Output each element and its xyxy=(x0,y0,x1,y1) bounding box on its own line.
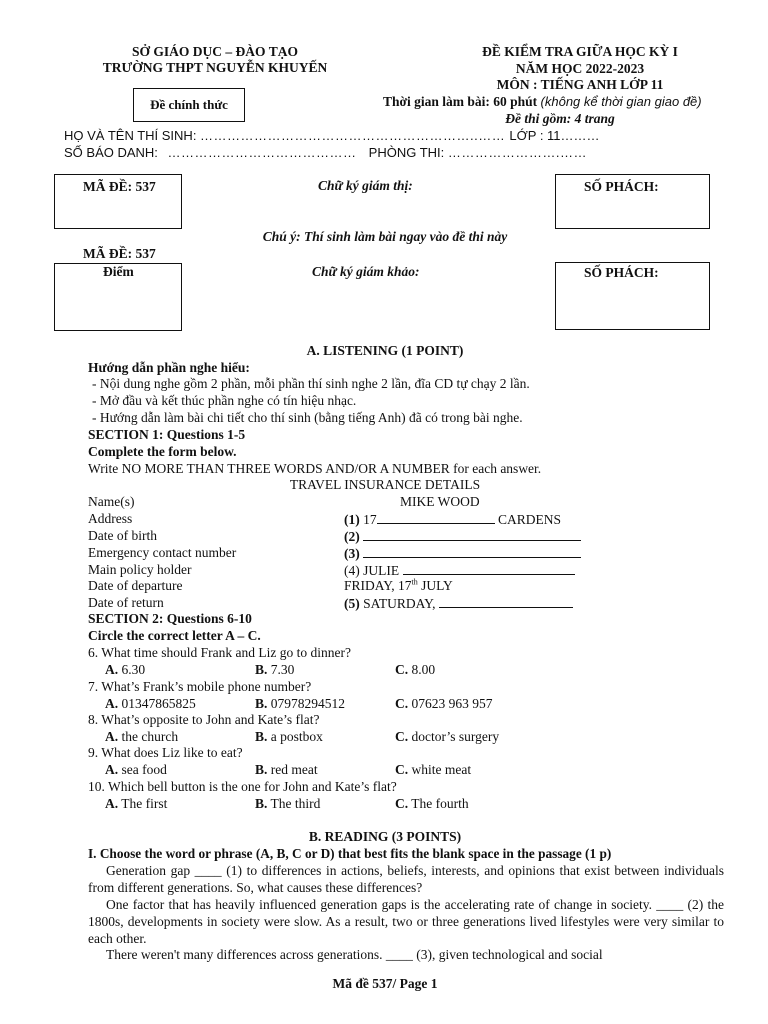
passage-paragraph-1: Generation gap ____ (1) to differences in actions, beliefs, interests, and opinions that exist between individuals from different generations. So, what causes these differences? xyxy=(88,863,724,895)
form-row-policy-holder xyxy=(88,562,708,579)
question-8: 8. What’s opposite to John and Kate’s flat? xyxy=(88,712,320,727)
option-b[interactable]: B. The third xyxy=(255,796,321,811)
option-a[interactable]: A. 6.30 xyxy=(105,662,146,677)
form-row-name xyxy=(88,494,708,511)
listening-guide-item: - Mở đầu và kết thúc phần nghe có tín hiệu nhạc. xyxy=(92,393,357,408)
form-value xyxy=(344,528,581,546)
question-7: 7. What’s Frank’s mobile phone number? xyxy=(88,679,312,694)
form-value xyxy=(344,595,573,613)
school-year: NĂM HỌC 2022-2023 xyxy=(515,61,645,76)
listening-guide-title: Hướng dẫn phần nghe hiểu: xyxy=(88,360,250,375)
option-c[interactable]: C. The fourth xyxy=(395,796,469,811)
secret-number-box-top xyxy=(555,174,710,229)
form-value: MIKE WOOD xyxy=(400,494,480,509)
form-label: Name(s) xyxy=(88,494,135,509)
form-value xyxy=(344,511,561,529)
form-value xyxy=(344,545,581,563)
score-label: Điểm xyxy=(103,264,134,279)
form-row-departure xyxy=(88,578,708,595)
exam-code-box xyxy=(54,174,182,229)
candidate-id-line xyxy=(64,145,587,162)
exam-note: Chú ý: Thí sinh làm bài ngay vào đề thi này xyxy=(262,229,508,244)
answer-suffix: CARDENS xyxy=(494,512,562,527)
supervisor-signature-label: Chữ ký giám thị: xyxy=(318,178,413,193)
score-box xyxy=(54,263,182,331)
answer-prefix: 17 xyxy=(359,512,377,527)
answer-prefix: SATURDAY, xyxy=(359,596,439,611)
exam-room-label: PHÒNG THI: xyxy=(368,145,448,160)
complete-form-heading: Complete the form below. xyxy=(88,444,237,459)
option-c[interactable]: C. white meat xyxy=(395,762,472,777)
answer-blank-3[interactable] xyxy=(363,545,581,558)
subject: MÔN : TIẾNG ANH LỚP 11 xyxy=(496,77,664,92)
answer-blank-5[interactable] xyxy=(439,595,573,608)
form-row-address xyxy=(88,511,708,528)
passage-paragraph-3: There weren't many differences across generations. ____ (3), given technological and social xyxy=(106,947,603,962)
options-9 xyxy=(105,762,605,779)
options-7 xyxy=(105,696,605,713)
question-number: (4) xyxy=(344,563,360,578)
exam-code-mid: MÃ ĐỀ: 537 xyxy=(83,246,156,261)
secret-number-bottom: SỐ PHÁCH: xyxy=(584,265,659,280)
question-number: (5) xyxy=(344,596,360,611)
secret-number-box-bottom xyxy=(555,262,710,330)
section1-title: SECTION 1: Questions 1-5 xyxy=(88,427,246,442)
form-instruction: Write NO MORE THAN THREE WORDS AND/OR A NUMBER for each answer. xyxy=(88,461,542,476)
form-label: Date of departure xyxy=(88,578,183,593)
page-footer: Mã đề 537/ Page 1 xyxy=(332,976,438,991)
circle-instruction: Circle the correct letter A – C. xyxy=(88,628,261,643)
answer-blank-4[interactable] xyxy=(403,562,575,575)
listening-title: A. LISTENING (1 POINT) xyxy=(306,343,464,358)
option-b[interactable]: B. red meat xyxy=(255,762,318,777)
answer-blank-1[interactable] xyxy=(377,511,495,524)
option-a[interactable]: A. The first xyxy=(105,796,168,811)
departure-date: FRIDAY, 17 xyxy=(344,578,412,593)
answer-blank-2[interactable] xyxy=(363,528,581,541)
examiner-signature-label: Chữ ký giám khảo: xyxy=(312,264,420,279)
options-8 xyxy=(105,729,605,746)
form-label: Emergency contact number xyxy=(88,545,237,560)
question-number: (3) xyxy=(344,546,360,561)
exam-room-field[interactable]: …………………….…… xyxy=(447,145,587,160)
reading-task-1: I. Choose the word or phrase (A, B, C or D) that best fits the blank space in the passage (1 p) xyxy=(88,846,612,861)
departure-month: JULY xyxy=(417,578,453,593)
form-label: Date of birth xyxy=(88,528,157,543)
time-label: Thời gian làm bài: 60 phút xyxy=(383,94,538,109)
option-c[interactable]: C. 8.00 xyxy=(395,662,436,677)
option-a[interactable]: A. the church xyxy=(105,729,179,744)
option-a[interactable]: A. sea food xyxy=(105,762,167,777)
question-number: (1) xyxy=(344,512,360,527)
form-label: Address xyxy=(88,511,133,526)
official-label: Đề chính thức xyxy=(150,97,228,112)
form-row-return xyxy=(88,595,708,612)
options-6 xyxy=(105,662,605,679)
options-10 xyxy=(105,796,605,813)
form-row-emergency xyxy=(88,545,708,562)
page-count: Đề thi gồm: 4 trang xyxy=(505,111,615,126)
official-box xyxy=(133,88,245,122)
form-value xyxy=(344,578,453,595)
section2-title: SECTION 2: Questions 6-10 xyxy=(88,611,252,626)
question-9: 9. What does Liz like to eat? xyxy=(88,745,243,760)
candidate-id-field[interactable]: …………………………………… xyxy=(167,145,361,160)
form-label: Date of return xyxy=(88,595,164,610)
exam-time xyxy=(383,94,702,111)
department-name: SỞ GIÁO DỤC – ĐÀO TẠO xyxy=(132,44,298,59)
form-title: TRAVEL INSURANCE DETAILS xyxy=(289,477,481,492)
option-c[interactable]: C. doctor’s surgery xyxy=(395,729,500,744)
option-c[interactable]: C. 07623 963 957 xyxy=(395,696,493,711)
class-label[interactable]: LỚP : 11……… xyxy=(509,128,600,143)
ordinal-suffix: th xyxy=(411,577,418,587)
option-a[interactable]: A. 01347865825 xyxy=(105,696,196,711)
form-row-dob xyxy=(88,528,708,545)
passage-paragraph-2: One factor that has heavily influenced generation gaps is the accelerating rate of change in society. ____ (2) the 1800s, developments in society were slow. As a result, two or three generations lived lifestyles were very similar to each other. xyxy=(88,897,724,946)
school-name: TRƯỜNG THPT NGUYỄN KHUYẾN xyxy=(102,60,328,75)
candidate-name-label: HỌ VÀ TÊN THÍ SINH: xyxy=(64,128,201,143)
answer-prefix: JULIE xyxy=(359,563,403,578)
listening-guide-item: - Hướng dẫn làm bài chi tiết cho thí sinh (bằng tiếng Anh) đã có trong bài nghe. xyxy=(92,410,523,425)
question-number: (2) xyxy=(344,529,360,544)
form-label: Main policy holder xyxy=(88,562,192,577)
exam-title: ĐỀ KIỂM TRA GIỮA HỌC KỲ I xyxy=(482,44,678,59)
option-b[interactable]: B. 07978294512 xyxy=(255,696,346,711)
question-6: 6. What time should Frank and Liz go to dinner? xyxy=(88,645,351,660)
secret-number-top: SỐ PHÁCH: xyxy=(584,179,659,194)
exam-code-top: MÃ ĐỀ: 537 xyxy=(83,179,156,194)
listening-guide-item: - Nội dung nghe gồm 2 phần, mỗi phần thí sinh nghe 2 lần, đĩa CD tự chạy 2 lần. xyxy=(92,376,530,391)
candidate-id-label: SỐ BÁO DANH: xyxy=(64,145,162,160)
option-b[interactable]: B. 7.30 xyxy=(255,662,295,677)
candidate-name-field[interactable]: ……………………………………………………..…… xyxy=(200,128,510,143)
reading-title: B. READING (3 POINTS) xyxy=(308,829,462,844)
question-10: 10. Which bell button is the one for John and Kate’s flat? xyxy=(88,779,397,794)
option-b[interactable]: B. a postbox xyxy=(255,729,323,744)
candidate-name-line xyxy=(64,128,600,145)
time-note: (không kể thời gian giao đề) xyxy=(540,94,702,109)
